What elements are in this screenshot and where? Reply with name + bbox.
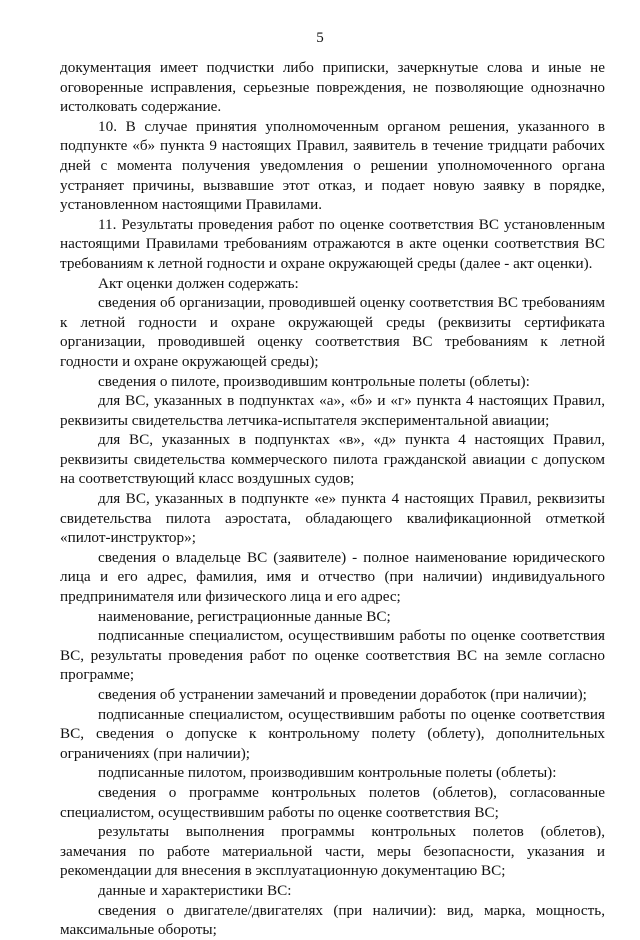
- paragraph-item-10: 10. В случае принятия уполномоченным органом решения, указанного в подпункте «б» пункта 9 настоящих Правил, заявитель в течение тридцати рабочих дней с момента получения уведомления о решении уполномоченного органа устраняет причины, вызвавшие этот отказ, и подает новую заявку в порядке, установленном настоящими Правилами.: [60, 117, 605, 214]
- list-item: для ВС, указанных в подпунктах «а», «б» и «г» пункта 4 настоящих Правил, реквизиты свидетельства летчика-испытателя экспериментальной авиации;: [60, 392, 605, 429]
- list-item: для ВС, указанных в подпунктах «в», «д» пункта 4 настоящих Правил, реквизиты свидетельства коммерческого пилота гражданской авиации с допуском на соответствующий класс воздушных судов;: [60, 431, 605, 488]
- page-number: 5: [316, 30, 324, 46]
- list-item: подписанные специалистом, осуществившим работы по оценке соответствия ВС, сведения о допуске к контрольному полету (облету), дополнительных ограничениях (при наличии);: [60, 705, 605, 762]
- paragraph-act-contents: Акт оценки должен содержать:: [98, 274, 299, 292]
- list-item: сведения о двигателе/двигателях (при наличии): вид, марка, мощность, максимальные обороты;: [60, 901, 605, 939]
- paragraph-item-11: 11. Результаты проведения работ по оценке соответствия ВС установленным настоящими Правилами требованиям отражаются в акте оценки соответствия ВС требованиям к летной годности и охране окружающей среды (далее - акт оценки).: [60, 215, 605, 272]
- list-item: сведения об организации, проводившей оценку соответствия ВС требованиям к летной годности и охране окружающей среды (реквизиты сертификата организации, проводившей оценку соответствия ВС требованиям к летной годности и охране окружающей среды);: [60, 294, 605, 370]
- list-item: данные и характеристики ВС:: [98, 881, 292, 899]
- paragraph-continuation: документация имеет подчистки либо приписки, зачеркнутые слова и иные не оговоренные исправления, серьезные повреждения, не позволяющие однозначно истолковать содержание.: [60, 59, 605, 116]
- document-body: [60, 58, 605, 940]
- list-item: наименование, регистрационные данные ВС;: [98, 607, 391, 625]
- list-item: подписанные специалистом, осуществившим работы по оценке соответствия ВС, результаты проведения работ по оценке соответствия ВС на земле согласно программе;: [60, 627, 605, 684]
- list-item: сведения о программе контрольных полетов (облетов), согласованные специалистом, осуществившим работы по оценке соответствия ВС;: [60, 783, 605, 821]
- list-item: подписанные пилотом, производившим контрольные полеты (облеты):: [98, 764, 557, 782]
- list-item: сведения о владельце ВС (заявителе) - полное наименование юридического лица и его адрес, фамилия, имя и отчество (при наличии) индивидуального предпринимателя или физического лица и его адрес;: [60, 548, 605, 606]
- list-item: сведения о пилоте, производившим контрольные полеты (облеты):: [98, 372, 530, 390]
- list-item: для ВС, указанных в подпункте «е» пункта 4 настоящих Правил, реквизиты свидетельства пилота аэростата, обладающего квалификационной отметкой «пилот-инструктор»;: [60, 490, 605, 547]
- list-item: результаты выполнения программы контрольных полетов (облетов), замечания по работе материальной части, меры безопасности, указания и рекомендации для внесения в эксплуатационную документацию ВС;: [60, 823, 605, 880]
- list-item: сведения об устранении замечаний и проведении доработок (при наличии);: [98, 686, 587, 703]
